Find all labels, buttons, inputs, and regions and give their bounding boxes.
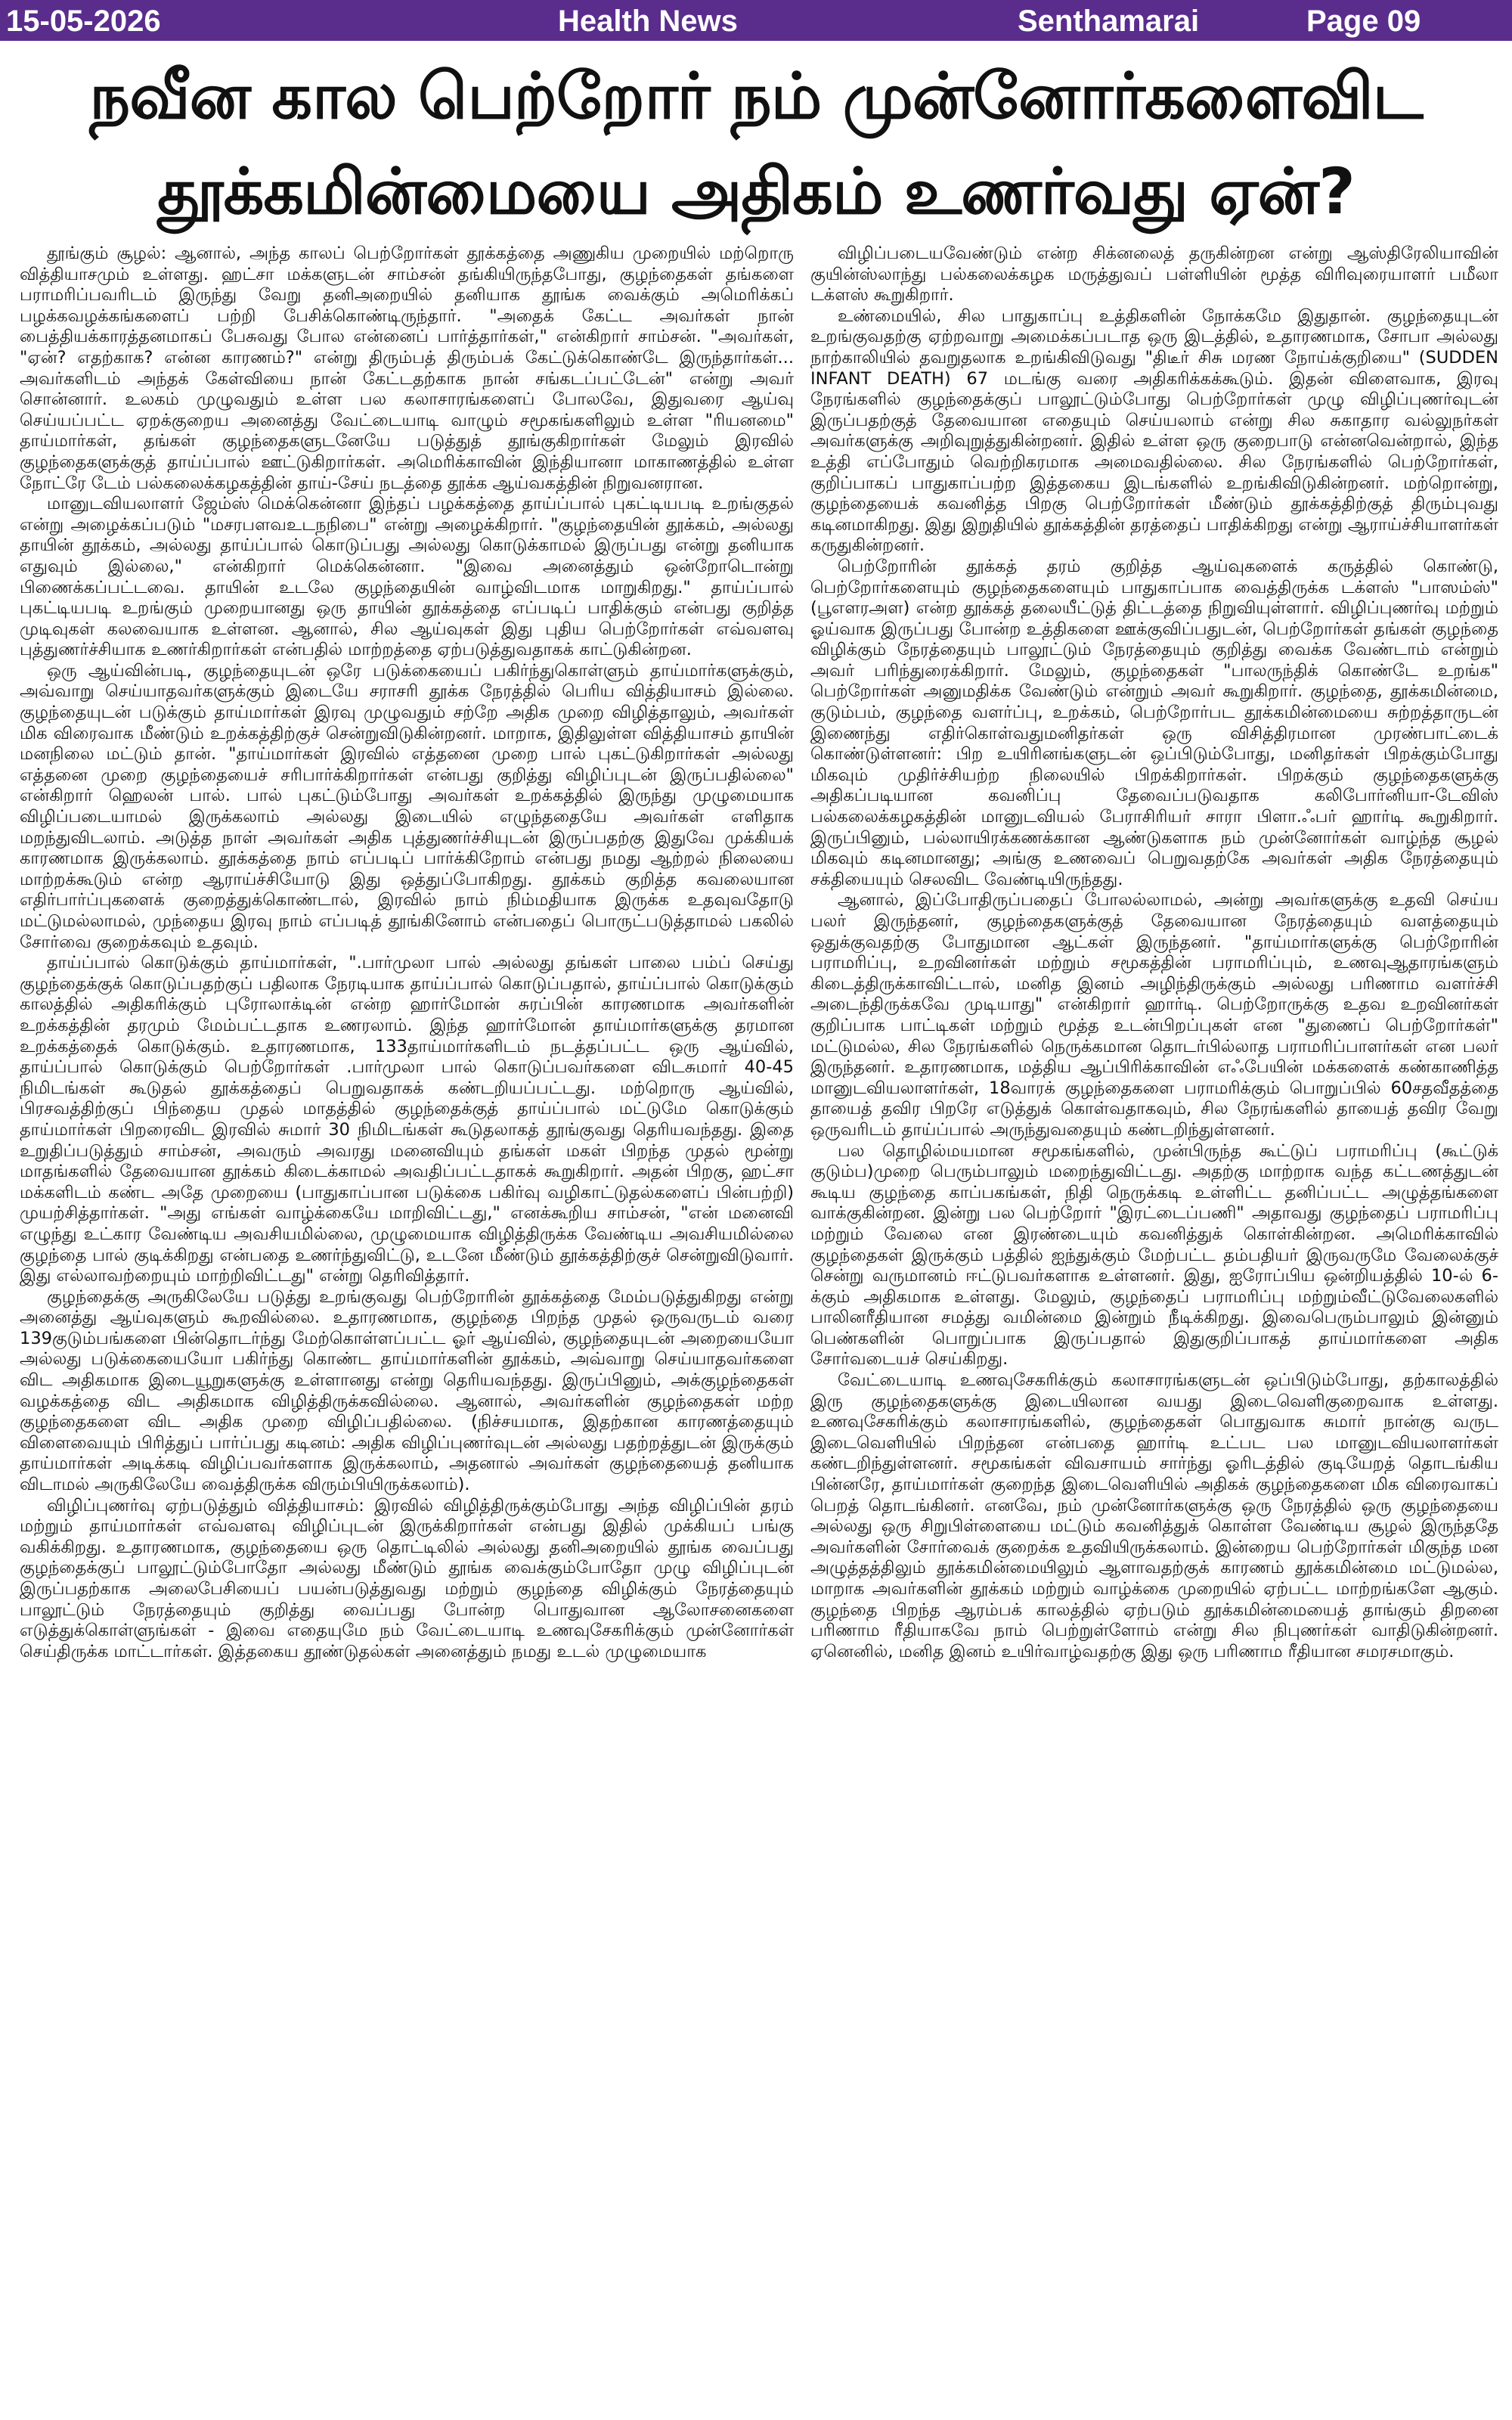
paragraph: விழிப்புணர்வு ஏற்படுத்தும் வித்தியாசம்: இரவில் விழித்திருக்கும்போது அந்த விழிப்பின் தரம் மற்றும் தாய்மார்கள் எவ்வளவு விழிப்புடன் இருக்கிறார்கள் என்பது இதில் முக்கியப் பங்கு வகிக்கிறது. உதாரணமாக, குழந்தையை ஒரு தொட்டிலில் அல்லது தனிஅறையில் தூங்க வைப்பது குழந்தைக்குப் பாலூட்டும்போதோ அல்லது மீண்டும் தூங்க வைக்கும்போதோ முழு விழிப்புடன் இருப்பதற்காக அலைபேசியைப் பயன்படுத்துவது மற்றும் குழந்தை விழிக்கும் நேரத்தையும் பாலூட்டும் நேரத்தையும் குறித்து வைப்பது போன்ற பொதுவான ஆலோசனைகளை எடுத்துக்கொள்ளுங்கள் - இவை எதையுமே நம் வேட்டையாடி உணவுசேகரிக்கும் முன்னோர்கள் செய்திருக்க மாட்டார்கள். இத்தகைய தூண்டுதல்கள் அனைத்தும் நமது உடல் முழுமையாக xyxy=(20,1495,794,1661)
newspaper-name: Senthamarai xyxy=(1018,5,1200,38)
paragraph: தூங்கும் சூழல்: ஆனால், அந்த காலப் பெற்றோர்கள் தூக்கத்தை அணுகிய முறையில் மற்றொரு வித்தியாசமும் உள்ளது. ஹட்சா மக்களுடன் சாம்சன் தங்கியிருந்தபோது, குழந்தைகள் தங்களை பராமரிப்பவரிடம் இருந்து வேறு தனிஅறையில் தனியாக தூங்க வைக்கும் அமெரிக்கப் பழக்கவழக்கங்களைப் பற்றி பேசிக்கொண்டிருந்தார். "அதைக் கேட்ட அவர்கள் நான் பைத்தியக்காரத்தனமாகப் பேசுவது போல என்னைப் பார்த்தார்கள்," என்கிறார் சாம்சன். "அவர்கள், "ஏன்? எதற்காக? என்ன காரணம்?" என்று திரும்பத் திரும்பக் கேட்டுக்கொண்டே இருந்தார்கள்... அவர்களிடம் அந்தக் கேள்வியை நான் கேட்டதற்காக நான் சங்கடப்பட்டேன்" என்று அவர் சொன்னார். உலகம் முழுவதும் உள்ள பல கலாசாரங்களைப் போலவே, இதுவரை ஆய்வு செய்யப்பட்ட ஏறக்குறைய அனைத்து வேட்டையாடி வாழும் சமூகங்களிலும் உள்ள "ரியனமை" தாய்மார்கள், தங்கள் குழந்தைகளுடனேயே படுத்துத் தூங்குகிறார்கள் மேலும் இரவில் குழந்தைகளுக்குத் தாய்ப்பால் ஊட்டுகிறார்கள். அமெரிக்காவின் இந்தியானா மாகாணத்தில் உள்ள நோட்ரே டேம் பல்கலைக்கழகத்தின் தாய்-சேய் நடத்தை தூக்க ஆய்வகத்தின் நிறுவனரான. xyxy=(20,244,794,493)
section-name: Health News xyxy=(558,5,738,38)
paragraph: குழந்தைக்கு அருகிலேயே படுத்து உறங்குவது பெற்றோரின் தூக்கத்தை மேம்படுத்துகிறது என்று அனைத்து ஆய்வுகளும் கூறவில்லை. உதாரணமாக, குழந்தை பிறந்த முதல் ஒருவருடம் வரை 139குடும்பங்களை பின்தொடர்ந்து மேற்கொள்ளப்பட்ட ஓர் ஆய்வில், குழந்தையுடன் அறையையோ அல்லது படுக்கையையோ பகிர்ந்து கொண்ட தாய்மார்களின் தூக்கம், அவ்வாறு செய்யாதவர்களை விட அதிகமாக இடையூறுகளுக்கு உள்ளானது என்று தெரியவந்தது. இருப்பினும், அக்குழந்தைகள் வழக்கத்தை விட அதிகமாக விழித்திருக்கவில்லை. ஆனால், அவர்களின் குழந்தைகள் மற்ற குழந்தைகளை விட அதிக முறை விழிப்பதில்லை. (நிச்சயமாக, இதற்கான காரணத்தையும் விளைவையும் பிரித்துப் பார்ப்பது கடினம்: அதிக விழிப்புணர்வுடன் அல்லது பதற்றத்துடன் இருக்கும் தாய்மார்கள் அடிக்கடி விழிப்பவர்களாக இருக்கலாம், அதனால் அவர்கள் குழந்தையைத் தனியாக விடாமல் அருகிலேயே வைத்திருக்க விரும்பியிருக்கலாம்). xyxy=(20,1286,794,1495)
issue-date: 15-05-2026 xyxy=(6,5,161,38)
masthead-bar xyxy=(0,0,1512,41)
headline-line-2: தூக்கமின்மையை அதிகம் உணர்வது ஏன்? xyxy=(157,154,1355,228)
paragraph: மானுடவியலாளர் ஜேம்ஸ் மெக்கென்னா இந்தப் பழக்கத்தை தாய்ப்பால் புகட்டியபடி உறங்குதல் என்று அழைக்கப்படும் "மசரபளவஉடநநிபை" என்று அழைக்கிறார். "குழந்தையின் தூக்கம், அல்லது தாயின் தூக்கம், அல்லது தாய்ப்பால் கொடுப்பது அல்லது கொடுக்காமல் இருப்பது என்று தனியாக எதுவும் இல்லை," என்கிறார் மெக்கென்னா. "இவை அனைத்தும் ஒன்றோடொன்று பிணைக்கப்பட்டவை. தாயின் உடலே குழந்தையின் வாழ்விடமாக மாறுகிறது." தாய்ப்பால் புகட்டியபடி உறங்கும் முறையானது ஒரு தாயின் தூக்கத்தை எப்படிப் பாதிக்கும் என்பது குறித்த முடிவுகள் கலவையாக உள்ளன. ஆனால், சில ஆய்வுகள் இது புதிய பெற்றோர்கள் எவ்வளவு புத்துணர்ச்சியாக உணர்கிறார்கள் என்பதில் மாற்றத்தை ஏற்படுத்துவதாகக் காட்டுகின்றன. xyxy=(20,494,794,660)
paragraph: உண்மையில், சில பாதுகாப்பு உத்திகளின் நோக்கமே இதுதான். குழந்தையுடன் உறங்குவதற்கு ஏற்றவாறு அமைக்கப்படாத ஒரு இடத்தில், உதாரணமாக, சோபா அல்லது நாற்காலியில் தவறுதலாக உறங்கிவிடுவது "திடீர் சிசு மரண நோய்க்குறியை" (SUDDEN INFANT DEATH) 67 மடங்கு வரை அதிகரிக்கக்கூடும். இதன் விளைவாக, இரவு நேரங்களில் குழந்தைக்குப் பாலூட்டும்போது பெற்றோர்கள் முழு விழிப்புணர்வுடன் இருப்பதற்குத் தேவையான எதையும் செய்யலாம் என்று சில சுகாதார வல்லுநர்கள் அவர்களுக்கு அறிவுறுத்துகின்றனர். இதில் உள்ள ஒரு குறைபாடு என்னவென்றால், இந்த உத்தி எப்போதும் வெற்றிகரமாக அமைவதில்லை. சில நேரங்களில் பெற்றோர்கள், குறிப்பாகப் பாதுகாப்பற்ற இத்தகைய இடங்களில் உறங்கிவிடுகின்றனர். மற்றொன்று, குழந்தையைக் கவனித்த பிறகு பெற்றோர்கள் மீண்டும் தூக்கத்திற்குத் திரும்புவது கடினமாகிறது. இது இறுதியில் தூக்கத்தின் தரத்தைப் பாதிக்கிறது என்று ஆராய்ச்சியாளர்கள் கருதுகின்றனர். xyxy=(810,306,1498,556)
headline xyxy=(0,48,1512,239)
page-number: Page 09 xyxy=(1306,5,1421,38)
headline-line-1: நவீன கால பெற்றோர் நம் முன்னோர்களைவிட xyxy=(89,59,1423,133)
paragraph: பல தொழில்மயமான சமூகங்களில், முன்பிருந்த கூட்டுப் பராமரிப்பு (கூட்டுக் குடும்ப)முறை பெரும்பாலும் மறைந்துவிட்டது. அதற்கு மாற்றாக வந்த கட்டணத்துடன் கூடிய குழந்தை காப்பகங்கள், நிதி நெருக்கடி உள்ளிட்ட தனிப்பட்ட அழுத்தங்களை வாக்குகின்றன. இன்று பல பெற்றோர் "இரட்டைப்பணி" அதாவது குழந்தைப் பராமரிப்பு மற்றும் வேலை என இரண்டையும் கவனித்துக் கொள்கின்றன. அமெரிக்காவில் குழந்தைகள் இருக்கும் பத்தில் ஐந்துக்கும் மேற்பட்ட தம்பதியர் இருவருமே வேலைக்குச் சென்று வருமானம் ஈட்டுபவர்களாக உள்ளனர். இது, ஐரோப்பிய ஒன்றியத்தில் 10-ல் 6-க்கும் அதிகமாக உள்ளது. மேலும், குழந்தைப் பராமரிப்பு மற்றும்வீட்டுவேலைகளில் பாலினரீதியான சமத்து வமின்மை இன்றும் நீடிக்கிறது. இவைபெரும்பாலும் இன்னும் பெண்களின் பொறுப்பாக இருப்பதால் இதுகுறிப்பாகத் தாய்மார்களை அதிக சோர்வடையச் செய்கிறது. xyxy=(810,1140,1498,1370)
paragraph: ஒரு ஆய்வின்படி, குழந்தையுடன் ஒரே படுக்கையைப் பகிர்ந்துகொள்ளும் தாய்மார்களுக்கும், அவ்வாறு செய்யாதவர்களுக்கும் இடையே சராசரி தூக்க நேரத்தில் பெரிய வித்தியாசம் இல்லை. குழந்தையுடன் படுக்கும் தாய்மார்கள் இரவு முழுவதும் சற்றே அதிக முறை விழித்தாலும், அவர்கள் மிக விரைவாக மீண்டும் உறக்கத்திற்குச் சென்றுவிடுகின்றனர். மாறாக, இதிலுள்ள வித்தியாசம் தாயின் மனநிலை மட்டும் தான். "தாய்மார்கள் இரவில் எத்தனை முறை பால் புகட்டுகிறார்கள் அல்லது எத்தனை முறை குழந்தையைச் சரிபார்க்கிறார்கள் என்பது குறித்து விழிப்புடன் இருப்பதில்லை" என்கிறார் ஹெலன் பால். பால் புகட்டும்போது அவர்கள் உறக்கத்தில் இருந்து முழுமையாக விழிப்படையாமல் இருக்கலாம் அல்லது இடையில் எழுந்ததையே அவர்கள் எளிதாக மறந்துவிடலாம். அடுத்த நாள் அவர்கள் அதிக புத்துணர்ச்சியுடன் இருப்பதற்கு இதுவே முக்கியக் காரணமாக இருக்கலாம். தூக்கத்தை நாம் எப்படிப் பார்க்கிறோம் என்பது நமது ஆற்றல் நிலையை மாற்றக்கூடும் என்ற ஆராய்ச்சியோடு இது ஒத்துப்போகிறது. தூக்கம் குறித்த கவலையான எதிர்பார்ப்புகளைக் குறைத்துக்கொண்டால், இரவில் நாம் நிம்மதியாக இருக்க உதவுவதோடு மட்டுமல்லாமல், முந்தைய இரவு நாம் எப்படித் தூங்கினோம் என்பதைப் பொருட்படுத்தாமல் பகலில் சோர்வை குறைக்கவும் உதவும். xyxy=(20,660,794,952)
article-column-right xyxy=(810,244,1498,2414)
article-column-left xyxy=(20,244,794,2414)
paragraph: பெற்றோரின் தூக்கத் தரம் குறித்த ஆய்வுகளைக் கருத்தில் கொண்டு, பெற்றோர்களையும் குழந்தைகளையும் பாதுகாப்பாக வைத்திருக்க டக்ளஸ் "பாஸம்ஸ்" (பூஎளரஅள) என்ற தூக்கத் தலையீட்டுத் திட்டத்தை நிறுவியுள்ளார். விழிப்புணர்வு மற்றும் ஓய்வாக இருப்பது போன்ற உத்திகளை ஊக்குவிப்பதுடன், பெற்றோர்கள் தங்கள் குழந்தை விழிக்கும் நேரத்தையும் பாலூட்டும் நேரத்தையும் குறித்து வைக்க வேண்டாம் என்றும் அவர் பரிந்துரைக்கிறார். மேலும், குழந்தைகள் "பாலருந்திக் கொண்டே உறங்க" பெற்றோர்கள் அனுமதிக்க வேண்டும் என்றும் அவர் கூறுகிறார். குழந்தை, தூக்கமின்மை, குடும்பம், குழந்தை வளர்ப்பு, உறக்கம், பெற்றோர்பட தூக்கமின்மையை சுற்றத்தாருடன் இணைந்து எதிர்கொள்வதுமனிதர்கள் ஒரு விசித்திரமான முரண்பாட்டைக் கொண்டுள்ளனர்: பிற உயிரினங்களுடன் ஒப்பிடும்போது, மனிதர்கள் பிறக்கும்போது மிகவும் முதிர்ச்சியற்ற நிலையில் பிறக்கிறார்கள். பிறக்கும் குழந்தைகளுக்கு அதிகப்படியான கவனிப்பு தேவைப்படுவதாக கலிபோர்னியா-டேவிஸ் பல்கலைக்கழகத்தின் மானுடவியல் பேராசிரியர் சாரா பிளா.ஃபர் ஹார்டி கூறுகிறார். இருப்பினும், பல்லாயிரக்கணக்கான ஆண்டுகளாக நம் முன்னோர்கள் வாழ்ந்த சூழல் மிகவும் கடினமானது; அங்கு உணவைப் பெறுவதற்கே அவர்கள் அதிக நேரத்தையும் சக்தியையும் செலவிட வேண்டியிருந்தது. xyxy=(810,556,1498,889)
paragraph: ஆனால், இப்போதிருப்பதைப் போலல்லாமல், அன்று அவர்களுக்கு உதவி செய்ய பலர் இருந்தனர், குழந்தைகளுக்குத் தேவையான நேரத்தையும் வளத்தையும் ஒதுக்குவதற்கு போதுமான ஆட்கள் இருந்தனர். "தாய்மார்களுக்கு பெற்றோரின் பராமரிப்பு, உறவினர்கள் மற்றும் சமூகத்தின் பராமரிப்பும், உணவுஆதாரங்களும் கிடைத்திருக்காவிட்டால், மனித இனம் அழிந்திருக்கும் அல்லது பரிணாம வளர்ச்சி அடைந்திருக்கவே முடியாது" என்கிறார் ஹார்டி. பெற்றோருக்கு உதவ உறவினர்கள் குறிப்பாக பாட்டிகள் மற்றும் மூத்த உடன்பிறப்புகள் என "துணைப் பெற்றோர்கள்" மட்டுமல்ல, சில நேரங்களில் நெருக்கமான தொடர்பில்லாத பராமரிப்பாளர்கள் என பலர் இருந்தனர். உதாரணமாக, மத்திய ஆப்பிரிக்காவின் எஃபேயின் மக்களைக் கண்காணித்த மானுடவியலாளர்கள், 18வாரக் குழந்தைகளை பராமரிக்கும் பொறுப்பில் 60சதவீதத்தை தாயைத் தவிர பிறரே எடுத்துக் கொள்வதாகவும், சில நேரங்களில் தாயைத் தவிர வேறு ஒருவரிடம் தாய்ப்பால் அருந்துவதையும் கண்டறிந்துள்ளனர். xyxy=(810,890,1498,1140)
paragraph: தாய்ப்பால் கொடுக்கும் தாய்மார்கள், ".பார்முலா பால் அல்லது தங்கள் பாலை பம்ப் செய்து குழந்தைக்குக் கொடுப்பதற்குப் பதிலாக நேரடியாக தாய்ப்பால் கொடுப்பதால், தாய்ப்பால் கொடுக்கும் காலத்தில் அதிகரிக்கும் புரோலாக்டின் என்ற ஹார்மோன் சுரப்பின் காரணமாக அவர்களின் உறக்கத்தின் தரமும் மேம்பட்டதாக உணரலாம். இந்த ஹார்மோன் தாய்மார்களுக்கு தரமான உறக்கத்தைக் கொடுக்கும். உதாரணமாக, 133தாய்மார்களிடம் நடத்தப்பட்ட ஒரு ஆய்வில், தாய்ப்பால் கொடுக்கும் பெற்றோர்கள் .பார்முலா பால் கொடுப்பவர்களை விடசுமார் 40-45 நிமிடங்கள் கூடுதல் தூக்கத்தைப் பெறுவதாகக் கண்டறியப்பட்டது. மற்றொரு ஆய்வில், பிரசவத்திற்குப் பிந்தைய முதல் மாதத்தில் குழந்தைக்குத் தாய்ப்பால் மட்டுமே கொடுக்கும் தாய்மார்கள் பிறரைவிட இரவில் சுமார் 30 நிமிடங்கள் கூடுதலாகத் தூங்குவது தெரியவந்தது. இதை உறுதிப்படுத்தும் சாம்சன், அவரும் அவரது மனைவியும் தங்கள் மகள் பிறந்த முதல் மூன்று மாதங்களில் தேவையான தூக்கம் கிடைக்காமல் அவதிப்பட்டதாகக் கூறுகிறார். அதன் பிறகு, ஹட்சா மக்களிடம் கண்ட அதே முறையை (பாதுகாப்பான படுக்கை பகிர்வு வழிகாட்டுதல்களைப் பின்பற்றி) முயற்சித்தார்கள். "அது எங்கள் வாழ்க்கையே மாறிவிட்டது," எனக்கூறிய சாம்சன், "என் மனைவி எழுந்து உட்கார வேண்டிய அவசியமில்லை, முழுமையாக விழித்திருக்க வேண்டிய அவசியமில்லை குழந்தை பால் குடிக்கிறது என்பதை உணர்ந்துவிட்டு, உடனே மீண்டும் தூக்கத்திற்குச் சென்றுவிடுவார். இது எல்லாவற்றையும் மாற்றிவிட்டது" என்று தெரிவித்தார். xyxy=(20,953,794,1286)
paragraph: வேட்டையாடி உணவுசேகரிக்கும் கலாசாரங்களுடன் ஒப்பிடும்போது, தற்காலத்தில் இரு குழந்தைகளுக்கு இடையிலான வயது இடைவெளிகுறைவாக உள்ளது. உணவுசேகரிக்கும் கலாசாரங்களில், குழந்தைகள் பொதுவாக சுமார் நான்கு வருட இடைவெளியில் பிறந்தன என்பதை ஹார்டி உட்பட பல மானுடவியலாளர்கள் கண்டறிந்துள்ளனர். சமூகங்கள் விவசாயம் சார்ந்து ஓரிடத்தில் குடியேறத் தொடங்கிய பின்னரே, தாய்மார்கள் குறைந்த இடைவெளியில் அதிகக் குழந்தைகளை மிக விரைவாகப் பெறத் தொடங்கினர். எனவே, நம் முன்னோர்களுக்கு ஒரு நேரத்தில் ஒரு குழந்தையை அல்லது ஒரு சிறுபிள்ளையை மட்டும் கவனித்துக் கொள்ள வேண்டிய சூழல் இருந்ததே அவர்களின் சோர்வைக் குறைக்க உதவியிருக்கலாம். இன்றைய பெற்றோர்கள் மிகுந்த மன அழுத்தத்திலும் தூக்கமின்மையிலும் ஆளாவதற்குக் காரணம் தூக்கமின்மை மட்டுமல்ல, மாறாக அவர்களின் தூக்கம் மற்றும் வாழ்க்கை முறையில் ஏற்பட்ட மாற்றங்களே ஆகும். குழந்தை பிறந்த ஆரம்பக் காலத்தில் ஏற்படும் தூக்கமின்மையைத் தாங்கும் திறனை பரிணாம ரீதியாகவே நாம் பெற்றுள்ளோம் என்று சில நிபுணர்கள் வாதிடுகின்றனர். ஏனெனில், மனித இனம் உயிர்வாழ்வதற்கு இது ஒரு பரிணாம ரீதியான சமரசமாகும். xyxy=(810,1370,1498,1661)
paragraph: விழிப்படையவேண்டும் என்ற சிக்னலைத் தருகின்றன என்று ஆஸ்திரேலியாவின் குயின்ஸ்லாந்து பல்கலைக்கழக மருத்துவப் பள்ளியின் மூத்த விரிவுரையாளர் பமீலா டக்ளஸ் கூறுகிறார். xyxy=(810,244,1498,306)
